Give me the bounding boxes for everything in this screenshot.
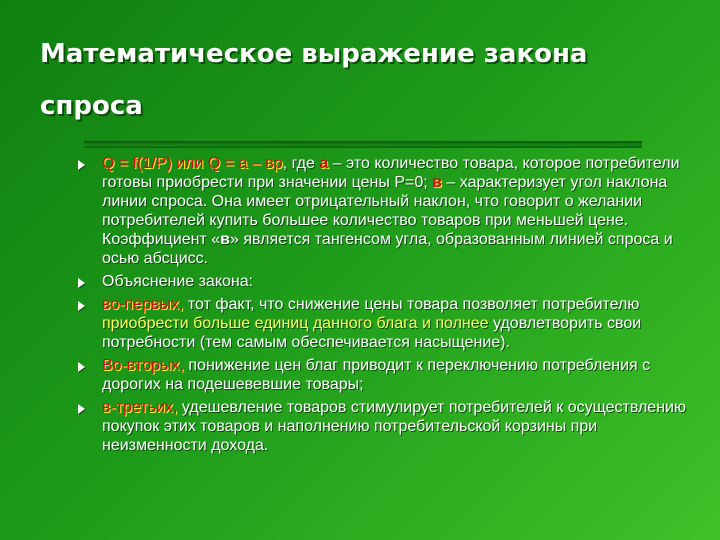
bullet-explanation <box>74 272 689 291</box>
triangle-bullet-icon <box>78 301 85 311</box>
triangle-bullet-icon <box>78 160 85 170</box>
bullet-second-reason <box>74 356 689 394</box>
bullet-list <box>74 154 689 459</box>
ordinal-label: в-третьих, <box>102 399 178 416</box>
variable-b-quoted: в <box>220 231 230 248</box>
highlighted-text: приобрести больше единиц данного блага и полнее <box>102 315 489 332</box>
triangle-bullet-icon <box>78 362 85 372</box>
bullet-text: удовлетворить свои потребности (тем самым обеспечивается насыщение). <box>102 315 642 351</box>
variable-a: а <box>319 155 329 172</box>
bullet-text: тот факт, что снижение цены товара позволяет потребителю <box>183 296 640 313</box>
ordinal-label: Во-вторых, <box>102 357 184 374</box>
variable-b: в <box>432 174 442 191</box>
bullet-text: удешевление товаров стимулирует потребителей к осуществлению покупок этих товаров и наполнению потребительской корзины при неизменности дохода. <box>102 399 686 454</box>
demand-formula: Q = f(1/P) или Q = a – вp <box>102 155 283 172</box>
bullet-text: Объяснение закона: <box>102 273 254 290</box>
bullet-third-reason <box>74 398 689 455</box>
slide-title: Математическое выражение закона спроса <box>40 39 588 121</box>
bullet-text: понижение цен благ приводит к переключению потребления с дорогих на подешевевшие товары; <box>102 357 651 393</box>
triangle-bullet-icon <box>78 404 85 414</box>
bullet-first-reason <box>74 295 689 352</box>
bullet-text: – это количество товара, которое потребители готовы приобрести при значении цены P=0; <box>102 155 680 191</box>
title-divider <box>84 141 642 146</box>
ordinal-label: во-первых, <box>102 296 184 313</box>
triangle-bullet-icon <box>78 278 85 288</box>
bullet-text: » является тангенсом угла, образованным линией спроса и осью абсцисс. <box>102 231 673 267</box>
bullet-formula <box>74 154 689 268</box>
bullet-text: – характеризует угол наклона линии спроса. Она имеет отрицательный наклон, что говорит о желании потребителей купить большее количество товаров при меньшей цене. Коэффициент « <box>102 174 668 248</box>
bullet-text: , где <box>282 155 320 172</box>
